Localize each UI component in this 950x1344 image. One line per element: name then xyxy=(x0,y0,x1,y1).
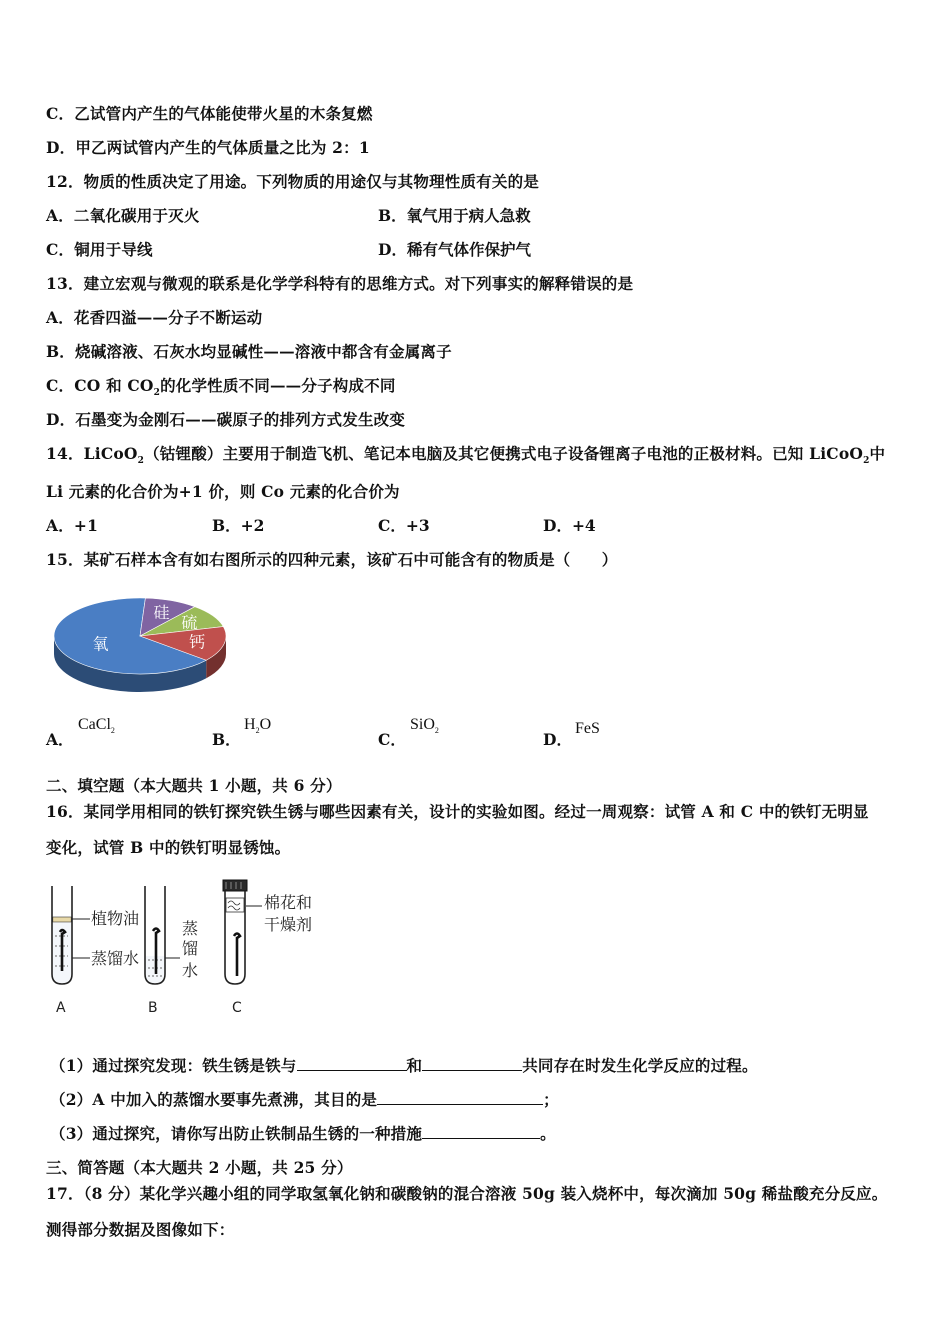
q15-b-formula-sub: 2 xyxy=(255,726,260,736)
q15-c-formula-main: SiO xyxy=(410,716,435,733)
q13-option-c xyxy=(46,374,396,398)
q13-option-c-sub: 2 xyxy=(153,388,161,399)
q12-option-a: A．二氧化碳用于灭火 xyxy=(46,206,200,225)
q14-stem-sub1: 2 xyxy=(137,456,145,467)
q16-sub3 xyxy=(50,1122,556,1144)
label-water-b-1: 蒸 xyxy=(182,919,199,938)
pie-label-钙: 钙 xyxy=(189,632,206,652)
pie-label-硅: 硅 xyxy=(153,602,170,622)
label-cotton-2: 干燥剂 xyxy=(264,915,313,934)
q17-stem-line1: 17．（8 分）某化学兴趣小组的同学取氢氧化钠和碳酸钠的混合溶液 50g 装入烧杯中，每次滴加 50g 稀盐酸充分反应。 xyxy=(46,1184,888,1203)
test-tube-a xyxy=(52,886,90,984)
q11-option-c: C．乙试管内产生的气体能使带火星的木条复燃 xyxy=(46,104,373,123)
tube-label-c: C xyxy=(232,1000,242,1016)
q15-b-formula-post: O xyxy=(259,716,272,733)
q16-blank-1[interactable] xyxy=(297,1056,407,1071)
label-water-a: 蒸馏水 xyxy=(91,949,140,968)
q16-blank-4[interactable] xyxy=(422,1124,540,1139)
tube-label-a: A xyxy=(56,1000,66,1016)
q17-stem-line2: 测得部分数据及图像如下： xyxy=(46,1220,235,1239)
q15-option-c-label: C． xyxy=(378,730,406,749)
q14-option-c: C．+3 xyxy=(378,516,430,535)
section3-title: 三、简答题（本大题共 2 小题，共 25 分） xyxy=(46,1158,353,1177)
q16-sub3-end: 。 xyxy=(540,1124,556,1143)
q16-stem-line2: 变化，试管 B 中的铁钉明显锈蚀。 xyxy=(46,838,291,857)
label-oil: 植物油 xyxy=(91,909,140,928)
q14-stem-sub2: 2 xyxy=(863,456,870,467)
q14-option-b: B．+2 xyxy=(212,516,265,535)
q15-c-formula-sub: 2 xyxy=(434,726,439,736)
label-water-b-3: 水 xyxy=(182,961,199,980)
q15-d-formula-main: FeS xyxy=(575,720,600,737)
q13-option-a: A．花香四溢——分子不断运动 xyxy=(46,308,263,327)
q15-stem: 15．某矿石样本含有如右图所示的四种元素，该矿石中可能含有的物质是（ ） xyxy=(46,550,618,569)
q15-option-b-formula xyxy=(244,716,271,735)
q16-sub2-text: （2）A 中加入的蒸馏水要事先煮沸，其目的是 xyxy=(50,1090,378,1109)
q14-stem-line1 xyxy=(46,442,885,466)
q15-option-b-label: B． xyxy=(212,730,241,749)
q15-a-formula-sub: 2 xyxy=(110,726,115,736)
q16-sub1-b: 和 xyxy=(406,1056,423,1075)
q16-blank-2[interactable] xyxy=(422,1056,522,1071)
q16-sub2-end: ； xyxy=(543,1090,559,1109)
q11-option-d: D．甲乙两试管内产生的气体质量之比为 2：1 xyxy=(46,138,370,157)
q16-blank-3[interactable] xyxy=(377,1090,543,1105)
q14-stem-p2: （钴锂酸）主要用于制造飞机、笔记本电脑及其它便携式电子设备锂离子电池的正极材料。已知 LiCoO xyxy=(144,444,864,463)
q15-pie-chart xyxy=(52,586,242,701)
pie-label-硫: 硫 xyxy=(181,613,198,633)
q15-a-formula-main: CaCl xyxy=(78,716,111,733)
q15-b-formula-main: H xyxy=(244,716,256,733)
q12-option-b: B．氧气用于病人急救 xyxy=(378,206,531,225)
q12-option-d: D．稀有气体作保护气 xyxy=(378,240,531,259)
q15-option-d-formula xyxy=(575,720,600,738)
q16-sub1-c: 共同存在时发生化学反应的过程。 xyxy=(522,1056,758,1075)
q15-option-c-formula xyxy=(410,716,439,735)
test-tube-c xyxy=(223,880,262,984)
q14-stem-p1: 14．LiCoO xyxy=(46,444,138,463)
q16-test-tube-figure xyxy=(40,876,330,1016)
q16-sub3-text: （3）通过探究，请你写出防止铁制品生锈的一种措施 xyxy=(50,1124,423,1143)
q15-option-d-label: D． xyxy=(543,730,572,749)
label-cotton-1: 棉花和 xyxy=(264,893,313,912)
tube-label-b: B xyxy=(148,1000,158,1016)
q13-option-c-pre: C．CO 和 CO xyxy=(46,376,154,395)
q16-sub1-a: （1）通过探究发现：铁生锈是铁与 xyxy=(50,1056,297,1075)
q13-option-c-post: 的化学性质不同——分子构成不同 xyxy=(160,376,396,395)
pie-label-氧: 氧 xyxy=(92,634,109,654)
q13-option-d: D．石墨变为金刚石——碳原子的排列方式发生改变 xyxy=(46,410,406,429)
section2-title: 二、填空题（本大题共 1 小题，共 6 分） xyxy=(46,776,342,795)
q12-option-c: C．铜用于导线 xyxy=(46,240,153,259)
q14-option-d: D．+4 xyxy=(543,516,596,535)
label-water-b-2: 馏 xyxy=(182,939,199,958)
q16-sub2 xyxy=(50,1088,559,1110)
q15-option-a-formula xyxy=(78,716,115,735)
q16-stem-line1: 16．某同学用相同的铁钉探究铁生锈与哪些因素有关，设计的实验如图。经过一周观察：试管 A 和 C 中的铁钉无明显 xyxy=(46,802,869,821)
q13-stem: 13．建立宏观与微观的联系是化学学科特有的思维方式。对下列事实的解释错误的是 xyxy=(46,274,634,293)
q16-sub1 xyxy=(50,1054,758,1076)
q14-stem-p3: 中 xyxy=(869,444,886,463)
q15-option-a-label: A． xyxy=(46,730,74,749)
q13-option-b: B．烧碱溶液、石灰水均显碱性——溶液中都含有金属离子 xyxy=(46,342,452,361)
q12-stem: 12．物质的性质决定了用途。下列物质的用途仅与其物理性质有关的是 xyxy=(46,172,539,191)
q14-stem-line2: Li 元素的化合价为+1 价，则 Co 元素的化合价为 xyxy=(46,482,400,501)
q14-option-a: A．+1 xyxy=(46,516,99,535)
test-tube-b xyxy=(145,886,180,984)
